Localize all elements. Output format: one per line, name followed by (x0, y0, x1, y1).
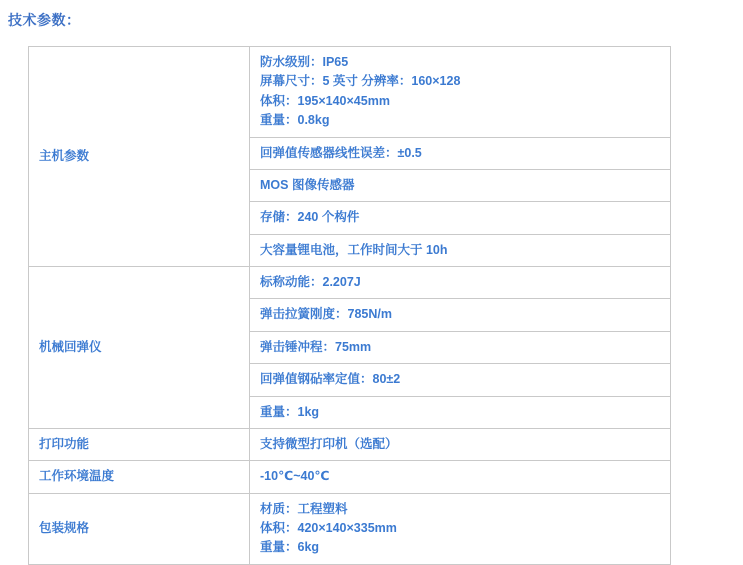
spec-value-line: -10℃~40℃ (260, 469, 330, 484)
page-title: 技术参数： (8, 12, 81, 28)
spec-value-cell (250, 202, 671, 234)
table-row (29, 493, 671, 564)
spec-value-line: 回弹值钢砧率定值：80±2 (260, 372, 401, 387)
spec-value-line: 重量：1kg (260, 404, 320, 419)
technical-spec-table (28, 46, 671, 565)
spec-value-cell (250, 137, 671, 169)
spec-category-cell: 工作环境温度 (29, 461, 250, 493)
spec-value-line: 标称动能：2.207J (260, 275, 361, 289)
spec-category-cell: 主机参数 (29, 47, 250, 267)
spec-value-cell (250, 331, 671, 363)
spec-value-cell (250, 169, 671, 201)
spec-value-line: MOS 图像传感器 (260, 177, 355, 192)
spec-value-line: 防水级别：IP65 (260, 55, 349, 69)
spec-category-cell: 打印功能 (29, 428, 250, 460)
spec-value-cell (250, 493, 671, 564)
spec-value-cell (250, 428, 671, 460)
spec-category-cell: 机械回弹仪 (29, 267, 250, 429)
spec-value-line: 材质：工程塑料 (260, 501, 348, 516)
spec-value-line: 大容量锂电池，工作时间大于 10h (260, 242, 448, 257)
spec-value-cell (250, 461, 671, 493)
spec-value-line: 体积：420×140×335mm (260, 521, 397, 535)
table-row (29, 428, 671, 460)
spec-value-cell (250, 396, 671, 428)
spec-value-line: 支持微型打印机（选配） (260, 436, 398, 451)
spec-value-cell (250, 364, 671, 396)
spec-table-body (29, 47, 671, 565)
spec-value-cell (250, 47, 671, 138)
spec-category-cell: 包装规格 (29, 493, 250, 564)
spec-value-line: 回弹值传感器线性误差：±0.5 (260, 145, 422, 160)
spec-value-cell (250, 267, 671, 299)
table-row (29, 267, 671, 299)
spec-value-line: 屏幕尺寸：5 英寸 分辨率：160×128 (260, 74, 461, 89)
spec-value-line: 存储：240 个构件 (260, 210, 360, 225)
spec-value-line: 弹击拉簧刚度：785N/m (260, 307, 392, 322)
spec-value-line: 弹击锤冲程：75mm (260, 339, 372, 354)
spec-value-cell (250, 234, 671, 266)
table-row (29, 47, 671, 138)
spec-value-line: 重量：6kg (260, 540, 320, 555)
spec-value-cell (250, 299, 671, 331)
table-row (29, 461, 671, 493)
spec-value-line: 重量：0.8kg (260, 113, 330, 128)
spec-value-line: 体积：195×140×45mm (260, 93, 390, 108)
